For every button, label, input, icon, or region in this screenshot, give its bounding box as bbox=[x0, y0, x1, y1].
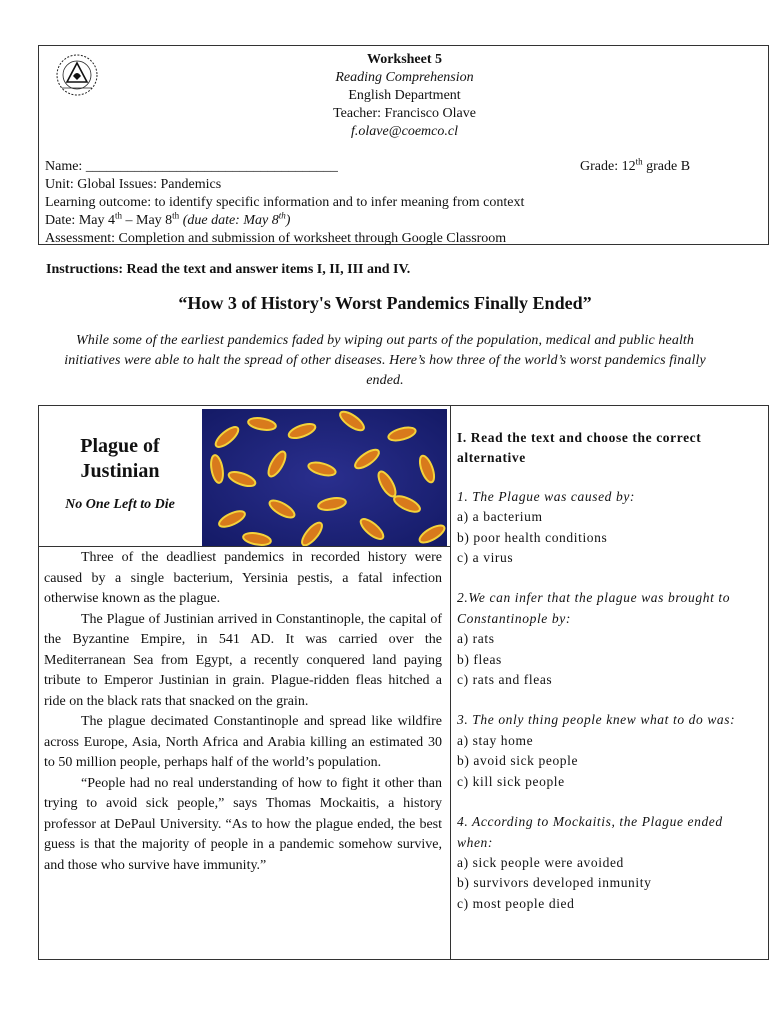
worksheet-header bbox=[38, 45, 769, 245]
grade-label: Grade: 12th grade B bbox=[580, 156, 691, 174]
question-stem: 1. The Plague was caused by: bbox=[457, 488, 636, 504]
worksheet-title: Worksheet 5 bbox=[366, 52, 443, 67]
answer-option[interactable]: b) fleas bbox=[457, 651, 502, 667]
name-field[interactable]: Name: ____________________________________ bbox=[45, 159, 338, 174]
article-title: “How 3 of History's Worst Pandemics Finally Ended” bbox=[178, 293, 592, 313]
header-details bbox=[45, 158, 524, 248]
section-title: Plague of Justinian bbox=[80, 435, 160, 482]
image-divider bbox=[39, 546, 450, 547]
answer-option[interactable]: a) stay home bbox=[457, 732, 534, 748]
article-paragraph: The Plague of Justinian arrived in Constantinople, the capital of the Byzantine Empire, in 541 AD. It was carried over the Mediterranean Sea from Egypt, a recently conquered land paying tribute to Emperor Justinian in grain. Plague-ridden fleas hitched a ride on the black rats that snacked on the grain. bbox=[44, 611, 442, 709]
answer-option[interactable]: b) survivors developed inmunity bbox=[457, 875, 652, 891]
answer-option[interactable]: c) rats and fleas bbox=[457, 672, 553, 688]
outcome-label: Learning outcome: to identify specific information and to infer meaning from context bbox=[45, 195, 525, 210]
header-center bbox=[39, 51, 770, 141]
assessment-label: Assessment: Completion and submission of worksheet through Google Classroom bbox=[45, 231, 507, 246]
answer-option[interactable]: a) a bacterium bbox=[457, 509, 543, 525]
question-1 bbox=[457, 487, 757, 569]
school-logo-icon bbox=[54, 52, 100, 98]
teacher-label: Teacher: Francisco Olave bbox=[333, 106, 476, 121]
question-3 bbox=[457, 710, 757, 792]
question-4 bbox=[457, 812, 757, 914]
answer-option[interactable]: b) poor health conditions bbox=[457, 529, 608, 545]
department-label: English Department bbox=[348, 88, 461, 103]
article-paragraph: “People had no real understanding of how to fight it other than trying to avoid sick people,” says Thomas Mockaitis, a history professor at DePaul University. “As to how the plague ended, the best guess is that the majority of people in a pandemic somehow survive, and those who survive have immunity.” bbox=[44, 775, 442, 873]
answer-option[interactable]: a) rats bbox=[457, 631, 495, 647]
article-paragraph: The plague decimated Constantinople and spread like wildfire across Europe, Asia, North Africa and Arabia killing an estimated 30 to 50 million people, perhaps half of the world’s population. bbox=[44, 714, 442, 770]
bacteria-microscope-image bbox=[202, 409, 447, 546]
content-box bbox=[38, 405, 769, 960]
answer-option[interactable]: c) most people died bbox=[457, 895, 575, 911]
questions-heading: I. Read the text and choose the correct alternative bbox=[457, 430, 702, 466]
answer-option[interactable]: a) sick people were avoided bbox=[457, 854, 624, 870]
question-2 bbox=[457, 588, 757, 690]
question-stem: 2.We can infer that the plague was brought to Constantinople by: bbox=[457, 590, 731, 626]
questions-panel bbox=[457, 428, 757, 934]
question-stem: 3. The only thing people knew what to do was: bbox=[457, 712, 736, 728]
section-subtitle: No One Left to Die bbox=[65, 497, 175, 512]
instructions: Instructions: Read the text and answer items I, II, III and IV. bbox=[46, 262, 411, 277]
answer-option[interactable]: b) avoid sick people bbox=[457, 753, 579, 769]
answer-option[interactable]: c) kill sick people bbox=[457, 773, 565, 789]
teacher-email: f.olave@coemco.cl bbox=[351, 124, 458, 139]
article-paragraph: Three of the deadliest pandemics in recorded history were caused by a single bacterium, Yersinia pestis, a fatal infection otherwise known as the plague. bbox=[44, 550, 442, 606]
article-body bbox=[44, 548, 442, 876]
question-stem: 4. According to Mockaitis, the Plague ended when: bbox=[457, 814, 723, 850]
article-subtitle: While some of the earliest pandemics faded by wiping out parts of the population, medical and public health initiatives were able to halt the spread of other diseases. Here’s how three of the world’s worst pandemics finally ended. bbox=[64, 333, 706, 388]
date-label: Date: May 4th – May 8th (due date: May 8th) bbox=[45, 210, 291, 228]
subject-label: Reading Comprehension bbox=[335, 70, 474, 85]
unit-label: Unit: Global Issues: Pandemics bbox=[45, 177, 222, 192]
column-divider bbox=[450, 406, 451, 959]
answer-option[interactable]: c) a virus bbox=[457, 550, 514, 566]
